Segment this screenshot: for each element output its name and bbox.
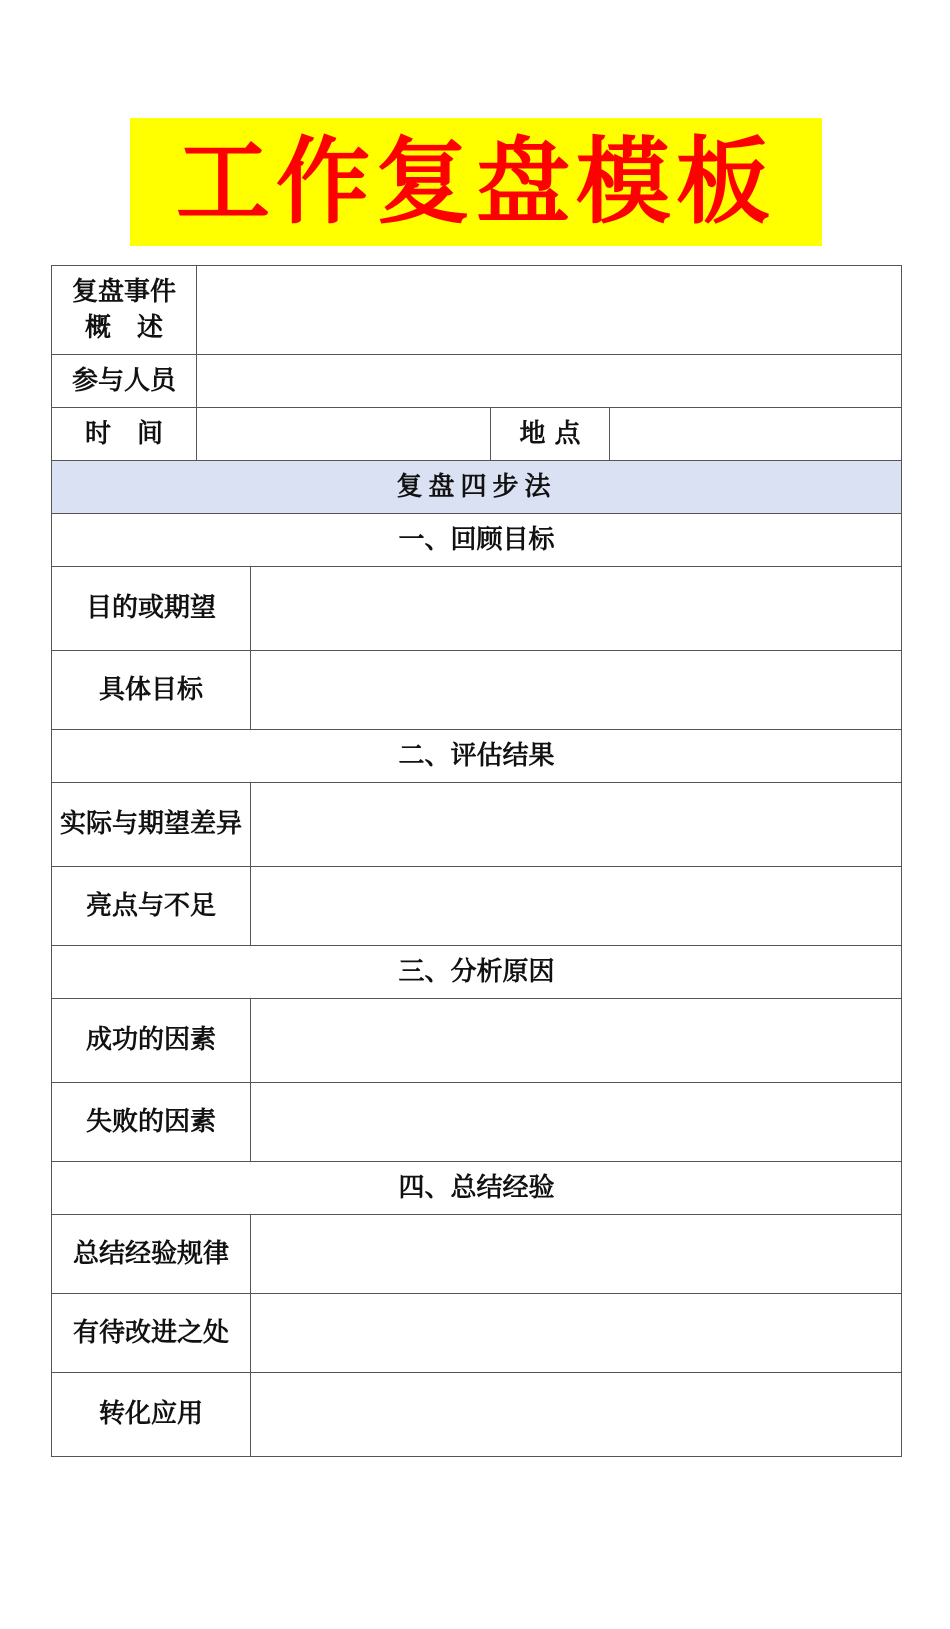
time-input[interactable] bbox=[197, 408, 491, 461]
table-row bbox=[52, 1215, 902, 1294]
section-title-row bbox=[52, 1162, 902, 1215]
row-input[interactable] bbox=[251, 1083, 902, 1162]
time-label: 时 间 bbox=[52, 408, 197, 461]
event-input[interactable] bbox=[197, 266, 902, 355]
row-input[interactable] bbox=[251, 999, 902, 1083]
table-row bbox=[52, 783, 902, 867]
row-label: 目的或期望 bbox=[52, 567, 251, 651]
row-label: 成功的因素 bbox=[52, 999, 251, 1083]
event-row bbox=[52, 266, 902, 355]
section-title: 三、分析原因 bbox=[52, 946, 902, 999]
method-header-row bbox=[52, 461, 902, 514]
row-label: 具体目标 bbox=[52, 651, 251, 730]
row-label: 失败的因素 bbox=[52, 1083, 251, 1162]
participants-row bbox=[52, 355, 902, 408]
row-input[interactable] bbox=[251, 783, 902, 867]
section-title-row bbox=[52, 946, 902, 999]
page-title: 工作复盘模板 bbox=[175, 127, 776, 237]
review-form-table bbox=[51, 265, 902, 1457]
section-title-row bbox=[52, 514, 902, 567]
row-label: 总结经验规律 bbox=[52, 1215, 251, 1294]
participants-input[interactable] bbox=[197, 355, 902, 408]
method-header: 复盘四步法 bbox=[52, 461, 902, 514]
place-input[interactable] bbox=[610, 408, 902, 461]
table-row bbox=[52, 1373, 902, 1457]
title-banner bbox=[130, 118, 822, 246]
table-row bbox=[52, 1294, 902, 1373]
row-input[interactable] bbox=[251, 651, 902, 730]
row-input[interactable] bbox=[251, 1373, 902, 1457]
time-place-row bbox=[52, 408, 902, 461]
event-label: 复盘事件 概 述 bbox=[52, 266, 197, 355]
row-label: 亮点与不足 bbox=[52, 867, 251, 946]
table-row bbox=[52, 651, 902, 730]
table-row bbox=[52, 1083, 902, 1162]
row-input[interactable] bbox=[251, 567, 902, 651]
participants-label: 参与人员 bbox=[52, 355, 197, 408]
section-title-row bbox=[52, 730, 902, 783]
section-title: 二、评估结果 bbox=[52, 730, 902, 783]
row-input[interactable] bbox=[251, 1215, 902, 1294]
row-label: 转化应用 bbox=[52, 1373, 251, 1457]
row-label: 实际与期望差异 bbox=[52, 783, 251, 867]
table-row bbox=[52, 999, 902, 1083]
row-input[interactable] bbox=[251, 867, 902, 946]
section-title: 四、总结经验 bbox=[52, 1162, 902, 1215]
table-row bbox=[52, 567, 902, 651]
row-input[interactable] bbox=[251, 1294, 902, 1373]
section-title: 一、回顾目标 bbox=[52, 514, 902, 567]
row-label: 有待改进之处 bbox=[52, 1294, 251, 1373]
place-label: 地 点 bbox=[491, 408, 610, 461]
table-row bbox=[52, 867, 902, 946]
